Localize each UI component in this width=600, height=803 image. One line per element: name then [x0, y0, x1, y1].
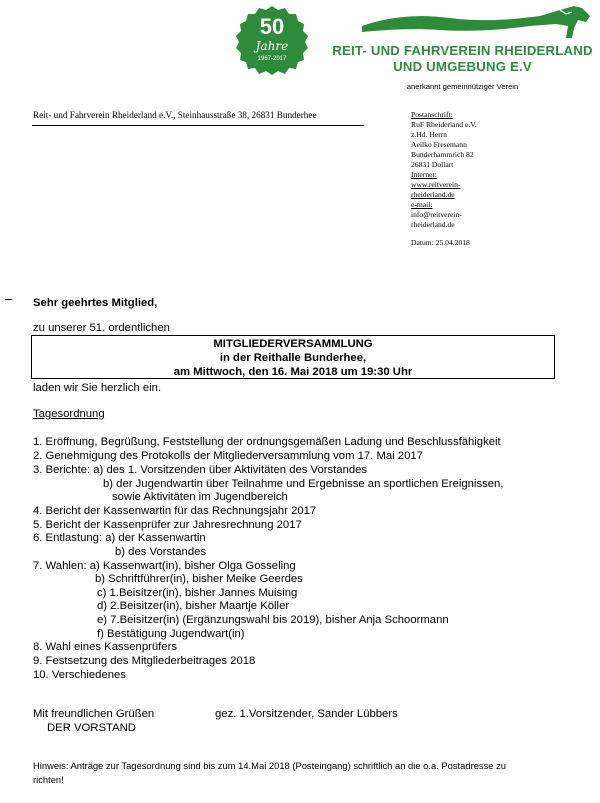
- note-line: Hinweis: Anträge zur Tagesordnung sind bis zum 14.Mai 2018 (Posteingang) schriftlich an die o.a. Postadresse zu: [33, 760, 507, 771]
- email-address[interactable]: info@reitverein-: [411, 210, 462, 219]
- agenda-subitem: b) der Jugendwartin über Teilnahme und Ergebnisse an sportlichen Ereignissen,: [103, 478, 504, 490]
- meeting-datetime: am Mittwoch, den 16. Mai 2018 um 19:30 Uhr: [173, 366, 413, 378]
- fold-mark: [5, 299, 12, 300]
- agenda-item: 5. Bericht der Kassenprüfer zur Jahresrechnung 2017: [33, 519, 302, 531]
- agenda-item: 4. Bericht der Kassenwartin für das Rechnungsjahr 2017: [33, 505, 317, 517]
- agenda-subitem: d) 2.Beisitzer(in), bisher Maartje Köller: [97, 600, 290, 612]
- website-link[interactable]: rheiderland.de: [411, 190, 455, 199]
- agenda-item: 10. Verschiedenes: [33, 669, 126, 681]
- logo-years: 1967-2017: [257, 56, 287, 62]
- agenda-subitem: sowie Aktivitäten im Jugendbereich: [112, 491, 288, 503]
- agenda-subitem: f) Bestätigung Jugendwart(in): [97, 628, 245, 640]
- horse-logo: [360, 2, 592, 40]
- board-name: DER VORSTAND: [47, 722, 136, 734]
- meeting-title: MITGLIEDERVERSAMMLUNG: [213, 338, 373, 350]
- postal-line: Aeilko Fresemann: [411, 140, 467, 149]
- postal-line: 26831 Dollart: [411, 160, 454, 169]
- agenda-item: 2. Genehmigung des Protokolls der Mitgliederversammlung vom 17. Mai 2017: [33, 450, 423, 462]
- meeting-box: [31, 335, 555, 379]
- intro-text: zu unserer 51. ordentlichen: [33, 322, 170, 334]
- agenda-item: 3. Berichte: a) des 1. Vorsitzenden über Aktivitäten des Vorstandes: [33, 464, 368, 476]
- agenda-subitem: b) Schriftführer(in), bisher Meike Geerdes: [95, 573, 303, 585]
- sender-underline: [32, 125, 364, 126]
- logo-number: 50: [259, 14, 285, 39]
- internet-label: Internet:: [411, 170, 437, 179]
- meeting-location: in der Reithalle Bunderhee,: [219, 352, 367, 364]
- note-line: richten!: [33, 774, 64, 785]
- agenda-title: Tagesordnung: [33, 408, 105, 420]
- agenda-subitem: c) 1.Beisitzer(in), bisher Jannes Muising: [97, 587, 298, 599]
- website-link[interactable]: www.reitverein-: [411, 180, 461, 189]
- signature: gez. 1.Vorsitzender, Sander Lübbers: [215, 708, 398, 720]
- agenda-item: 8. Wahl eines Kassenprüfers: [33, 641, 178, 653]
- postal-label: Postanschrift:: [411, 110, 453, 119]
- agenda-item: 9. Festsetzung des Mitgliederbeitrages 2018: [33, 655, 256, 667]
- email-label: e-mail:: [411, 200, 433, 209]
- postal-line: Bunderhammrich 82: [411, 150, 474, 159]
- agenda-item: 1. Eröffnung, Begrüßung, Feststellung der ordnungsgemäßen Ladung und Beschlussfähigkeit: [33, 436, 501, 448]
- invite-text: laden wir Sie herzlich ein.: [33, 382, 162, 394]
- salutation: Sehr geehrtes Mitglied,: [33, 297, 158, 309]
- postal-line: z.Hd. Herrn: [411, 130, 448, 139]
- agenda-subitem: b) des Vorstandes: [115, 546, 207, 558]
- agenda-subitem: e) 7.Beisitzer(in) (Ergänzungswahl bis 2019), bisher Anja Schoormann: [97, 614, 449, 626]
- agenda-item: 6. Entlastung: a) der Kassenwartin: [33, 532, 206, 544]
- anniversary-logo: [233, 4, 311, 76]
- closing: Mit freundlichen Grüßen: [33, 708, 155, 720]
- email-address[interactable]: rheiderland.de: [411, 220, 455, 229]
- postal-line: RuF Rheiderland e.V.: [411, 120, 477, 129]
- club-name-line2: UND UMGEBUNG E.V: [393, 59, 532, 74]
- club-name-line1: REIT- UND FAHRVEREIN RHEIDERLAND: [332, 43, 593, 58]
- letter-date: Datum: 25.04.2018: [411, 238, 470, 247]
- logo-word: Jahre: [255, 39, 289, 53]
- club-subtitle: anerkannt gemeinnütziger Verein: [406, 82, 519, 91]
- sender-address: Reit- und Fahrverein Rheiderland e.V., Steinhausstraße 38, 26831 Bunderhee: [33, 110, 317, 120]
- agenda-item: 7. Wahlen: a) Kassenwart(in), bisher Olga Gosseling: [33, 560, 296, 572]
